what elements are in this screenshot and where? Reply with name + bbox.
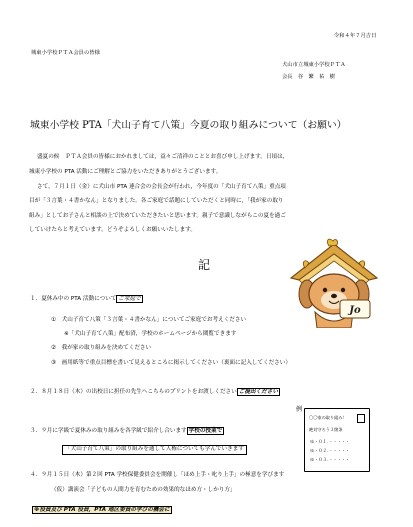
item4-line2: （仮）講演会「子どもの人間力を育むための効果的なほめ方・しかり方」 [51,487,236,493]
ki-heading: 記 [198,258,211,272]
footer-note-text: ※役員及び PTA 役員，PTA 地区委員の学びの機会に [34,507,170,513]
item3 [30,429,224,435]
item1-sub2: ② 我が家の取り組みを決めてください [51,345,152,351]
intro-line: 目が「３言葉・４書かなん」となりました。各ご家庭で話題にしていただくと同時に，「我が家の取り [29,198,284,204]
intro-line: 城東小学校の PTA 活動にご理解とご協力をいただきありがとうございます。 [29,169,222,175]
item2-box: ご提出ください [238,389,278,395]
sender-president: 会長 谷 繁 祐 樹 [282,74,335,80]
item1-sub1: ① 犬山子育て八策「３言葉・４書かなん」についてご家庭でお考えください [51,317,247,323]
item3-sub: 「犬山子育て八策」の取り組みを通して人権についても学んでいきます [62,445,247,455]
item1-heading [30,297,143,303]
intro-line: 組み」としてお子さんと相談の上で決めていただきたいと思います。親子で意識しながらこの夏を過ご [29,213,286,219]
intro-line: さて，７月１日（金）に犬山市 PTA 連合会の会長会が行われ，今年度の「犬山子育て八策」重点項 [37,184,286,190]
issue-date: 令和４年７月吉日 [334,33,377,39]
example-card [304,408,370,472]
sender-organization: 犬山市立城東小学校ＰＴＡ [282,62,346,68]
intro-line: 盛夏の候 ＰＴＡ会員の皆様におかれましては，益々ご清祥のこととお喜び申し上げます。日頃は， [37,154,289,160]
document-title: 城東小学校 PTA「犬山子育て八策」今夏の取り組みについて（お願い） [30,120,347,131]
example-line: ゆ・０３．・・・・・ [310,457,350,462]
item3-box: 学校の授業で [188,428,223,434]
example-line: 〇〇家の取り組み！ [309,415,347,420]
intro-line: していけたらと考えています。どうぞよろしくお願いいたします。 [29,227,196,233]
item2-text: ２．８月１８日（木）の出校日に担任の先生へこちらのプリントをお渡しください [30,389,237,395]
item4-line1: ４．９月１５日（木）第２回 PTA 学校保健委員会を開催し「ほめ上手・叱り上手」の極意を学びます [30,472,285,478]
item2 [30,390,280,396]
example-line: ゆ・０２．・・・・・ [310,448,350,453]
example-line: ゆ・０１．・・・・・ [310,439,350,444]
item1-heading-box: ご家庭で [118,296,141,302]
footer-note [32,508,172,514]
item1-heading-text: １．夏休み中の PTA 活動について [30,296,117,302]
addressee: 城東小学校ＰＴＡ会員の皆様 [31,50,100,56]
item1-note: ※「犬山子育て八策」配布済，学校のホームページから閲覧できます [64,331,237,337]
item1-sub3: ③ 画用紙等で重点目標を書いて見えるところに掲示してください（裏面に記入してください） [51,360,291,366]
mascot-illustration [285,238,383,328]
example-line: 絶対守ろう３箇条 [309,427,343,432]
item3-text: ３．９月に学級で夏休みの取り組みを各学級で紹介し合います [30,428,187,434]
example-label: 例 [296,406,303,413]
mascot-sign-text: Jo [349,305,361,316]
example-card-box [357,414,365,423]
